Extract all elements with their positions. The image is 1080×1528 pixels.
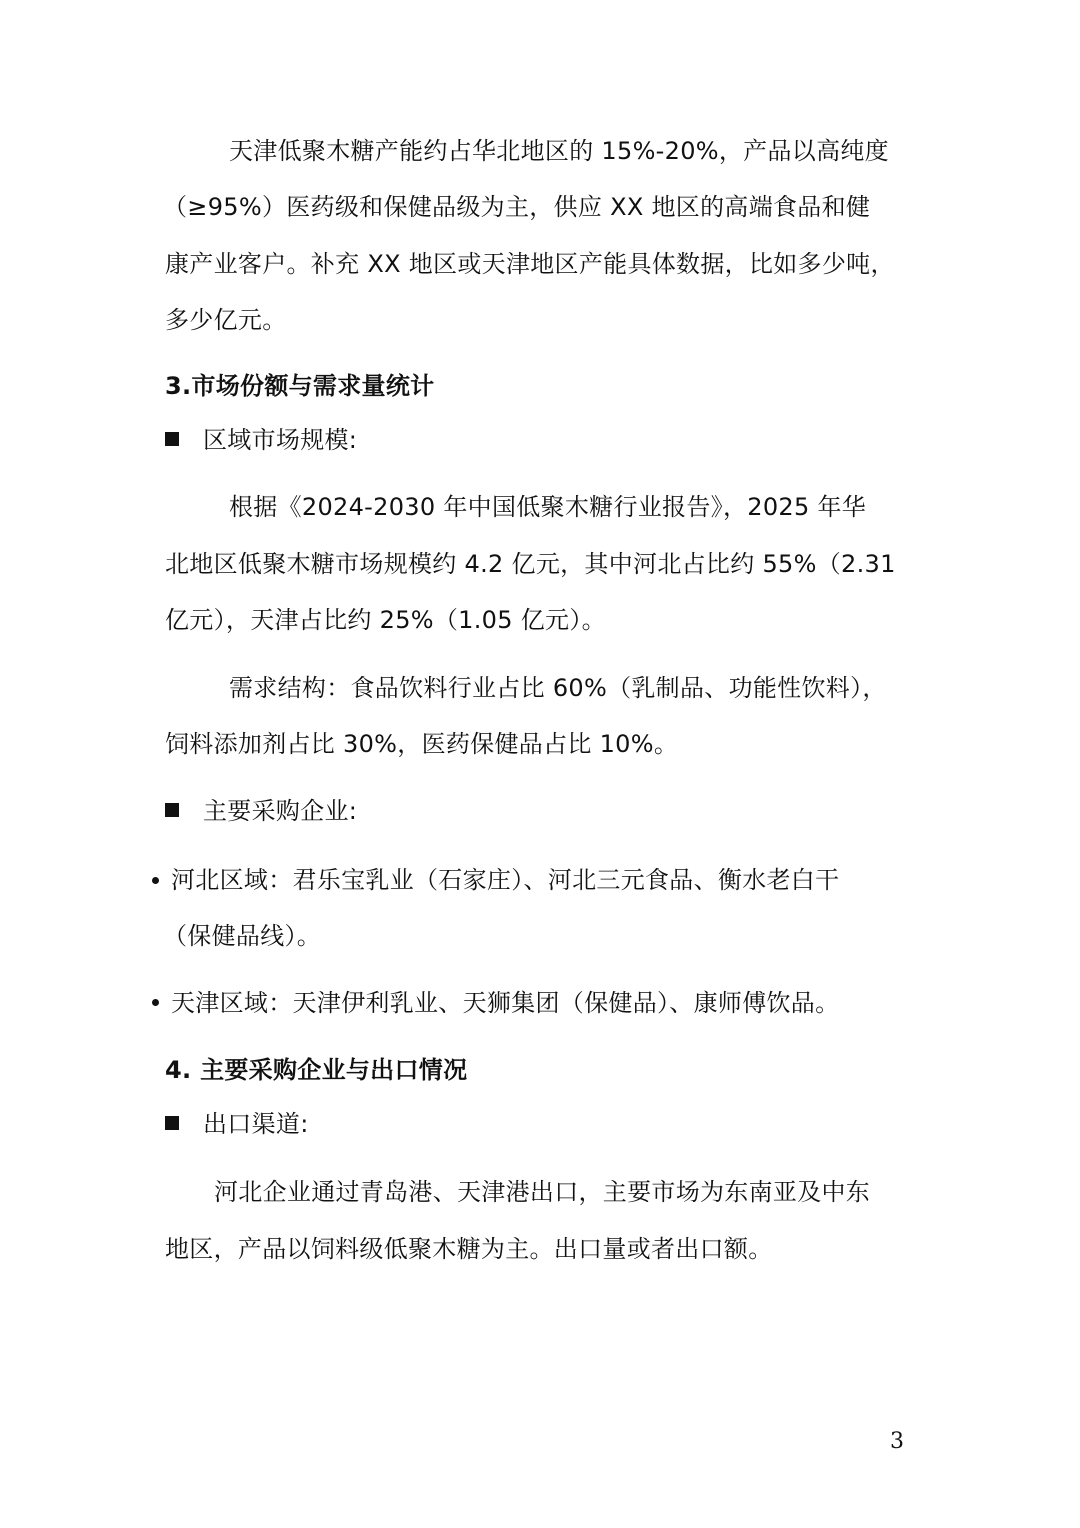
round-bullet-icon: [152, 877, 159, 884]
bullet-label: 出口渠道:: [203, 1110, 309, 1138]
paragraph-line: 天津低聚木糖产能约占华北地区的 15%-20%，产品以高纯度: [229, 137, 889, 165]
paragraph-line: （≥95%）医药级和保健品级为主，供应 XX 地区的高端食品和健: [163, 193, 871, 221]
paragraph-line: 北地区低聚木糖市场规模约 4.2 亿元，其中河北占比约 55%（2.31: [165, 550, 896, 578]
paragraph-line: 康产业客户。补充 XX 地区或天津地区产能具体数据，比如多少吨，: [165, 250, 895, 278]
list-item-continuation: （保健品线）。: [163, 922, 322, 950]
square-bullet-icon: [165, 1116, 179, 1130]
paragraph-line: 多少亿元。: [165, 306, 287, 334]
list-item: 河北区域：君乐宝乳业（石家庄）、河北三元食品、衡水老白干: [171, 866, 840, 894]
section-heading: 4. 主要采购企业与出口情况: [165, 1056, 468, 1084]
paragraph-line: 根据《2024-2030 年中国低聚木糖行业报告》，2025 年华: [229, 493, 867, 521]
paragraph-line: 饲料添加剂占比 30%，医药保健品占比 10%。: [165, 730, 679, 758]
paragraph-line: 亿元），天津占比约 25%（1.05 亿元）。: [165, 606, 606, 634]
square-bullet-icon: [165, 432, 179, 446]
bullet-label: 区域市场规模:: [203, 426, 358, 454]
square-bullet-icon: [165, 803, 179, 817]
list-item: 天津区域：天津伊利乳业、天狮集团（保健品）、康师傅饮品。: [171, 989, 840, 1017]
bullet-label: 主要采购企业:: [203, 797, 358, 825]
page-number: 3: [890, 1429, 904, 1454]
section-heading: 3.市场份额与需求量统计: [165, 372, 435, 400]
round-bullet-icon: [152, 999, 159, 1006]
paragraph-line: 河北企业通过青岛港、天津港出口，主要市场为东南亚及中东: [214, 1178, 871, 1206]
paragraph-line: 需求结构：食品饮料行业占比 60%（乳制品、功能性饮料），: [229, 674, 887, 702]
paragraph-line: 地区，产品以饲料级低聚木糖为主。出口量或者出口额。: [165, 1235, 773, 1263]
